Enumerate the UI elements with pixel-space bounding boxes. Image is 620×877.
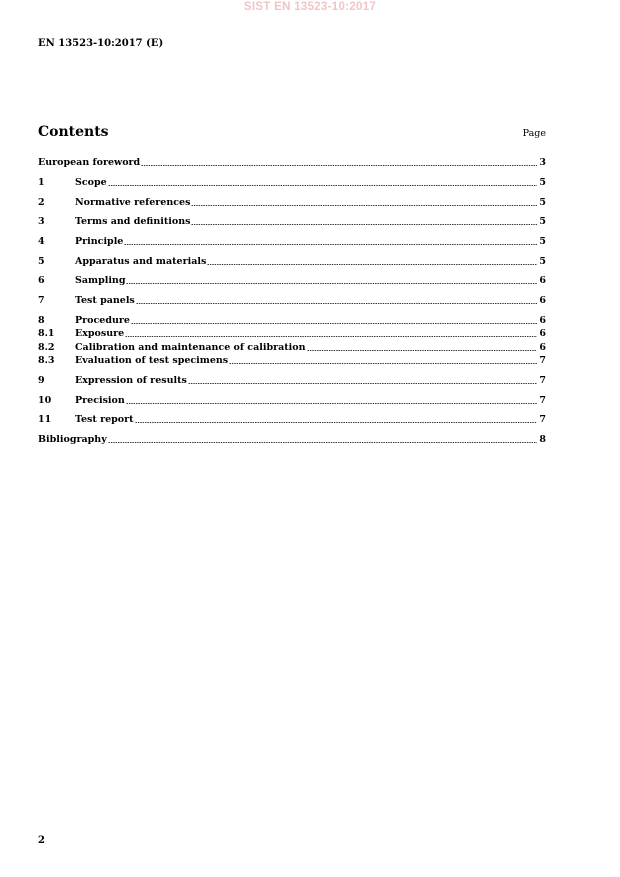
- toc-entry-european-foreword[interactable]: [38, 157, 546, 169]
- toc-entry-title: Sampling: [75, 275, 126, 286]
- toc-entry-page: 5: [539, 177, 546, 188]
- dot-leader: [125, 335, 537, 338]
- toc-entry-page: 6: [539, 342, 546, 353]
- toc-entry-number: 9: [38, 375, 45, 386]
- toc-entry-number: 1: [38, 177, 45, 188]
- toc-entry-title: European foreword: [38, 157, 141, 168]
- toc-entry-page: 8: [539, 434, 546, 445]
- toc-entry-number: 4: [38, 236, 45, 247]
- toc-entry-title: Terms and definitions: [75, 216, 191, 227]
- dot-leader: [108, 184, 537, 187]
- toc-entry-page: 5: [539, 236, 546, 247]
- toc-entry-number: 5: [38, 256, 45, 267]
- watermark: SIST EN 13523-10:2017: [243, 1, 377, 13]
- toc-entry-title: Principle: [75, 236, 124, 247]
- dot-leader: [207, 263, 537, 266]
- toc-entry-title: Bibliography: [38, 434, 107, 445]
- dot-leader: [135, 421, 538, 424]
- dot-leader: [131, 322, 537, 325]
- page-column-label: Page: [522, 128, 546, 139]
- toc-entry-title: Evaluation of test specimens: [75, 355, 229, 366]
- dot-leader: [136, 302, 537, 305]
- toc-entry-title: Procedure: [75, 315, 130, 326]
- toc-entry-title: Precision: [75, 395, 125, 406]
- toc-entry-8-3[interactable]: [38, 355, 546, 367]
- toc-entry-page: 5: [539, 216, 546, 227]
- dot-leader: [108, 441, 537, 444]
- toc-entry-title: Test panels: [75, 295, 135, 306]
- contents-heading: Contents: [38, 124, 109, 140]
- toc-entry-11[interactable]: [38, 414, 546, 426]
- toc-entry-title: Normative references: [75, 197, 191, 208]
- toc-entry-8-1[interactable]: [38, 328, 546, 340]
- toc-entry-title: Apparatus and materials: [75, 256, 207, 267]
- dot-leader: [124, 243, 537, 246]
- toc-entry-number: 10: [38, 395, 52, 406]
- toc-entry-1[interactable]: [38, 177, 546, 189]
- toc-entry-title: Test report: [75, 414, 134, 425]
- toc-entry-page: 5: [539, 256, 546, 267]
- dot-leader: [191, 223, 537, 226]
- dot-leader: [188, 382, 537, 385]
- toc-entry-page: 6: [539, 275, 546, 286]
- toc-entry-title: Scope: [75, 177, 107, 188]
- toc-entry-3[interactable]: [38, 216, 546, 228]
- dot-leader: [126, 402, 537, 405]
- dot-leader: [141, 164, 537, 167]
- toc-entry-title: Expression of results: [75, 375, 187, 386]
- toc-entry-page: 7: [539, 375, 546, 386]
- document-id-header: EN 13523-10:2017 (E): [38, 38, 164, 49]
- toc-entry-page: 7: [539, 414, 546, 425]
- toc-entry-page: 6: [539, 328, 546, 339]
- toc-entry-page: 5: [539, 197, 546, 208]
- toc-entry-number: 3: [38, 216, 45, 227]
- toc-entry-number: 8.1: [38, 328, 55, 339]
- toc-entry-page: 6: [539, 315, 546, 326]
- toc-entry-title: Calibration and maintenance of calibration: [75, 342, 306, 353]
- toc-entry-2[interactable]: [38, 197, 546, 209]
- toc-entry-number: 8.2: [38, 342, 55, 353]
- toc-entry-8[interactable]: [38, 315, 546, 327]
- page-number: 2: [38, 835, 45, 846]
- dot-leader: [191, 204, 537, 207]
- dot-leader: [307, 349, 538, 352]
- toc-entry-number: 8.3: [38, 355, 55, 366]
- toc-entry-number: 11: [38, 414, 52, 425]
- toc-entry-5[interactable]: [38, 256, 546, 268]
- toc-entry-number: 2: [38, 197, 45, 208]
- toc-entry-number: 6: [38, 275, 45, 286]
- toc-entry-page: 7: [539, 355, 546, 366]
- toc-entry-number: 7: [38, 295, 45, 306]
- toc-entry-page: 7: [539, 395, 546, 406]
- toc-entry-title: Exposure: [75, 328, 125, 339]
- toc-entry-9[interactable]: [38, 375, 546, 387]
- dot-leader: [126, 282, 537, 285]
- toc-entry-number: 8: [38, 315, 45, 326]
- toc-entry-bibliography[interactable]: [38, 434, 546, 446]
- toc-entry-7[interactable]: [38, 295, 546, 307]
- toc-entry-10[interactable]: [38, 395, 546, 407]
- toc-entry-page: 3: [539, 157, 546, 168]
- toc-entry-4[interactable]: [38, 236, 546, 248]
- toc-entry-8-2[interactable]: [38, 342, 546, 354]
- dot-leader: [229, 362, 537, 365]
- toc-entry-6[interactable]: [38, 275, 546, 287]
- toc-entry-page: 6: [539, 295, 546, 306]
